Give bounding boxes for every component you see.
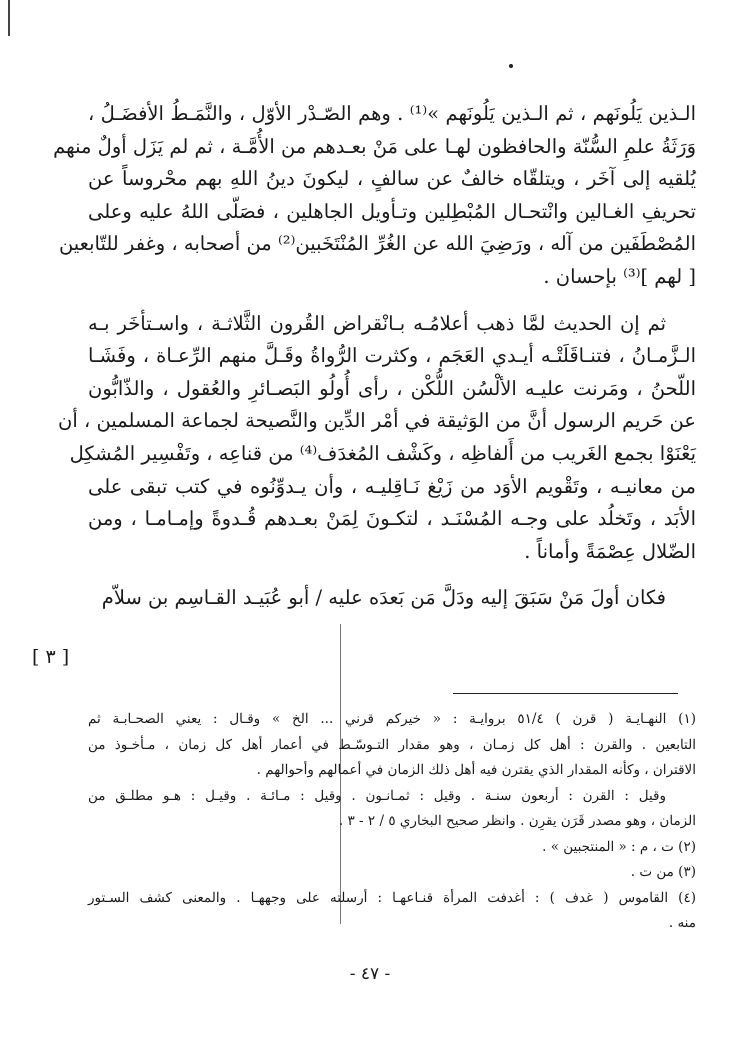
text-line: من معانيـه ، وتَقْويم الأوَد من زَيْغ نَـاقِليـه ، وأن يـدوِّنُوه في كتب تبقى على — [88, 474, 696, 498]
footnote-line: وقيل : القرن : أربعون سنـة . وقيل : ثمـانـون . وقيل : مـائـة . وقيـل : هـو مطلـق من — [88, 787, 666, 804]
text-line: يُلقيه إلى آخَر ، ويتلقّاه خالفٌ عن سالفٍ ، ليكونَ دينُ اللهِ بهم محْروساً عن — [88, 167, 696, 191]
text-line: يَعْنَوْا بجمع الغَريب من أَلفاظِه ، وكَشْف المُغدَف⁽⁴⁾ من قناعِه ، وتَفْسِير المُشكِل — [69, 441, 696, 465]
text-line: المُصْطَفَين من آله ، ورَضِيَ الله عن الغُرِّ المُنْتَخَبين⁽²⁾ من أصحابه ، وغفر للتّابعين — [58, 232, 696, 256]
text-line: ثم إن الحديث لمَّا ذهب أعلامُـه بـانْقراض القُرون الثَّلاثـة ، واسـتأخَر بـه — [88, 311, 666, 335]
footnote-line: (١) النهـايـة ( قرن ) ٥١/٤ بروايـة : « خيركم قرني ... الخ » وقـال : يعني الصحـابـة ثم — [88, 711, 696, 727]
footnote-line: (٤) القاموس ( غدف ) : أغدفت المرأة قنـاعهـا : أرسلته على وجههـا . والمعنى كشف السـتور — [88, 889, 696, 906]
text-line: الأبَد ، وتَخلُد على وجـه المُسْنَـد ، لتكـونَ لِمَنْ بعـدهم قُـدوةً وإمـامـا ، ومن — [88, 507, 696, 531]
main-text — [53, 98, 696, 615]
footnotes — [88, 707, 696, 937]
paragraph-3 — [88, 582, 696, 615]
paragraph-1 — [53, 98, 696, 294]
text-line: [ لهم ]⁽³⁾ بإحسان . — [543, 264, 696, 288]
paragraph-2 — [58, 308, 696, 569]
footnote-line: الزمان ، وهو مصدر قَرَن يقرِن . وانظر صحيح البخاري ٥ / ٢ - ٣ . — [338, 813, 696, 829]
footnote-1 — [88, 707, 696, 835]
text-line: الضّلال عِصْمَةً وأماناً . — [524, 539, 696, 563]
text-line: اللّحنُ ، ومَرنت عليـه الألْسُن اللُّكْن ، رأى أُولُو البَصـائرِ والعُقول ، والذّابُّون — [88, 376, 696, 400]
footnote-4 — [88, 886, 696, 937]
footnote-separator — [453, 693, 678, 694]
original-page-ref: [ ٣ ] — [32, 646, 70, 668]
text-line: تحريفِ الغـالين وانْتحـال المُبْطِلين وتـأويل الجاهلين ، فصَلّى اللهُ عليه وعلى — [88, 199, 696, 223]
footnote-line: الاقتران ، وكأنه المقدار الذي يقترن فيه أهل ذلك الزمان في أعمالهم وأحوالهم . — [256, 762, 696, 778]
text-line: فكان أولَ مَنْ سَبَقَ إليه ودَلَّ مَن بَعدَه عليه / أبو عُبَيـد القـاسِم بن سلاّم — [101, 586, 666, 610]
ink-dot — [509, 64, 513, 68]
page-number: - ٤٧ - — [349, 964, 391, 984]
binding-edge-mark — [8, 0, 10, 36]
text-line: وَرَثَةُ علمِ السُّنّة والحافظون لهـا على مَنْ بعـدهم من الأُمَّـة ، ثم لم يَزَل أولٌ منهم — [53, 134, 696, 158]
text-line: عن حَريم الرسول أنَّ من الوَثيقة في أمْر الدِّين والنَّصيحة لجماعة المسلمين ، أن — [58, 409, 696, 433]
footnote-2: (٢) ت ، م : « المنتجبين » . — [542, 838, 696, 855]
text-line: الـذين يَلُونَهم ، ثم الـذين يَلُونَهم »⁽¹⁾ . وهم الصّـدْر الأوّل ، والنَّمَـطُ الأفضَـلُ ، — [88, 102, 696, 125]
footnote-3: (٣) من ت . — [630, 864, 696, 880]
footnote-line: منه . — [668, 915, 696, 931]
text-line: الـزَّمـانُ ، فتنـاقَلَتْـه أيـدي العَجَم ، وكثرت الرُّواةُ وقَـلَّ منهم الرِّعـاة ، وفَشَـا — [88, 344, 696, 368]
footnote-line: التابعين . والقرن : أهل كل زمـان ، وهو مقدار التـوسّـط في أعمار أهل كل زمان ، مـأخـوذ من — [88, 736, 696, 753]
